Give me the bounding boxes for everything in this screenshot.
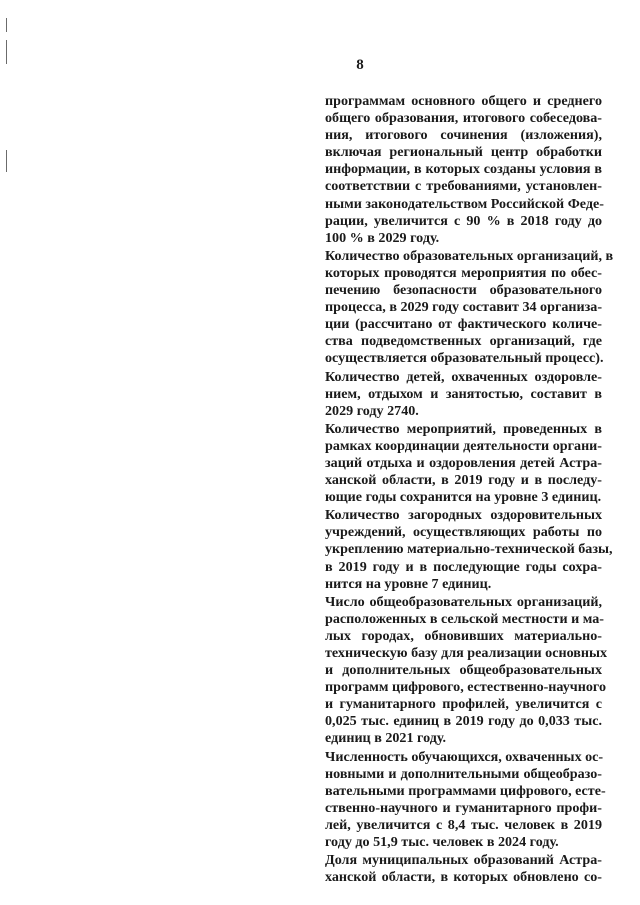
text-line: ния, итогового сочинения (изложения), bbox=[325, 127, 602, 144]
text-line: включая региональный центр обработки bbox=[325, 144, 602, 161]
text-line: ства подведомственных организаций, где bbox=[325, 333, 602, 350]
text-line: укреплению материально-технической базы, bbox=[325, 541, 613, 558]
paragraph bbox=[325, 369, 602, 420]
text-line: ции (рассчитано от фактического количе- bbox=[325, 316, 602, 333]
text-line: учреждений, осуществляющих работы по bbox=[325, 524, 602, 541]
margin-mark bbox=[6, 18, 7, 32]
text-line: лых городах, обновивших материально- bbox=[325, 627, 602, 644]
text-line: Доля муниципальных образований Астра- bbox=[325, 852, 602, 869]
text-line: году до 51,9 тыс. человек в 2024 году. bbox=[325, 834, 559, 851]
text-line: нится на уровне 7 единиц. bbox=[325, 575, 492, 592]
margin-mark bbox=[6, 150, 7, 172]
text-line: 2029 году 2740. bbox=[325, 402, 419, 419]
text-line: Количество образовательных организаций, в bbox=[325, 247, 614, 264]
text-line: осуществляется образовательный процесс). bbox=[325, 350, 604, 367]
text-line: которых проводятся мероприятия по обес- bbox=[325, 264, 602, 281]
paragraph bbox=[325, 93, 602, 247]
text-line: процесса, в 2029 году составит 34 организа- bbox=[325, 299, 603, 316]
text-line: лей, увеличится с 8,4 тыс. человек в 2019 bbox=[325, 816, 602, 833]
text-line: в 2019 году и в последующие годы сохра- bbox=[325, 558, 602, 575]
text-line: расположенных в сельской местности и ма- bbox=[325, 610, 604, 627]
page-number: 8 bbox=[356, 57, 364, 73]
text-line: вательными программами цифрового, есте- bbox=[325, 782, 606, 799]
text-line: Количество детей, охваченных оздоровле- bbox=[325, 368, 602, 385]
text-line: Количество мероприятий, проведенных в bbox=[325, 420, 602, 437]
text-line: и гуманитарного профилей, увеличится с bbox=[325, 696, 602, 713]
text-line: программ цифрового, естественно-научного bbox=[325, 679, 607, 696]
text-line: рации, увеличится с 90 % в 2018 году до bbox=[325, 212, 602, 229]
text-line: и дополнительных общеобразовательных bbox=[325, 662, 602, 679]
paragraph bbox=[325, 421, 602, 506]
text-line: печению безопасности образовательного bbox=[325, 282, 602, 299]
text-line: техническую базу для реализации основных bbox=[325, 645, 608, 661]
text-line: ственно-научного и гуманитарного профи- bbox=[325, 799, 602, 816]
paragraph bbox=[325, 852, 602, 886]
paragraph bbox=[325, 748, 606, 852]
text-line: программам основного общего и среднего bbox=[325, 93, 602, 109]
text-line: заций отдыха и оздоровления детей Астра- bbox=[325, 454, 602, 471]
text-line: общего образования, итогового собеседова- bbox=[325, 110, 602, 127]
text-line: единиц в 2021 году. bbox=[325, 730, 447, 747]
body-text bbox=[325, 93, 614, 887]
text-line: Численность обучающихся, охваченных ос- bbox=[325, 748, 604, 765]
text-line: ханской области, в которых обновлено со- bbox=[325, 869, 602, 886]
text-line: ханской области, в 2019 году и в последу- bbox=[325, 472, 602, 489]
text-line: Число общеобразовательных организаций, bbox=[325, 593, 602, 610]
text-line: нием, отдыхом и занятостью, составит в bbox=[325, 385, 602, 402]
text-line: Количество загородных оздоровительных bbox=[325, 507, 602, 524]
paragraph bbox=[325, 247, 614, 368]
text-line: рамках координации деятельности органи- bbox=[325, 437, 602, 454]
text-line: 0,025 тыс. единиц в 2019 году до 0,033 тыс. bbox=[325, 713, 602, 730]
text-line: 100 % в 2029 году. bbox=[325, 229, 440, 246]
text-line: соответствии с требованиями, установлен- bbox=[325, 178, 602, 195]
text-line: ными законодательством Российской Феде- bbox=[325, 195, 604, 212]
paragraph bbox=[325, 593, 608, 748]
text-line: новными и дополнительными общеобразо- bbox=[325, 765, 602, 782]
text-line: информации, в которых созданы условия в bbox=[325, 161, 602, 178]
paragraph bbox=[325, 507, 613, 592]
text-line: ющие годы сохранится на уровне 3 единиц. bbox=[325, 489, 602, 506]
